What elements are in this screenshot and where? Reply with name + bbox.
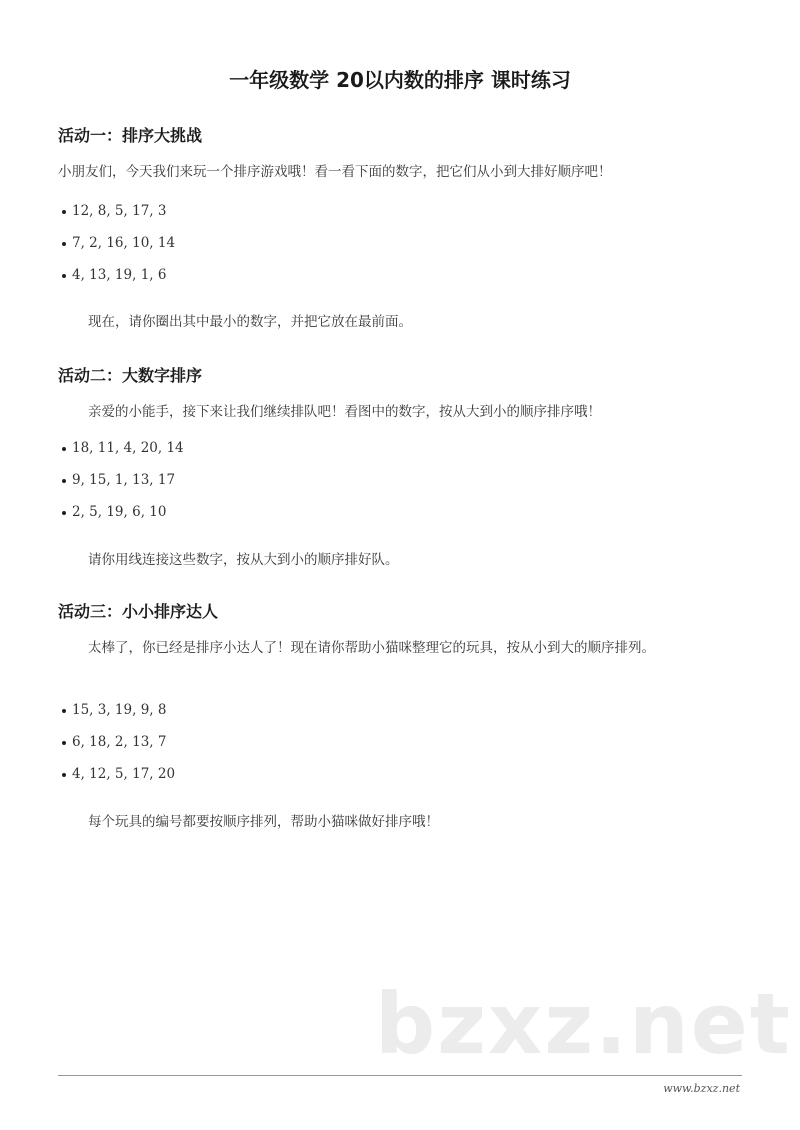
bullet-icon	[62, 773, 66, 777]
section-intro: 亲爱的小能手，接下来让我们继续排队吧！看图中的数字，按从大到小的顺序排序哦！	[88, 404, 601, 420]
bullet-icon	[62, 274, 66, 278]
list-item-text: 15, 3, 19, 9, 8	[72, 702, 167, 718]
list-item-text: 12, 8, 5, 17, 3	[72, 203, 167, 219]
bullet-icon	[62, 447, 66, 451]
list-item	[62, 734, 166, 750]
bullet-icon	[62, 511, 66, 515]
list-item	[62, 203, 166, 219]
bullet-icon	[62, 741, 66, 745]
footer-url: www.bzxz.net	[663, 1082, 740, 1095]
list-item	[62, 440, 184, 456]
section-outro: 每个玩具的编号都要按顺序排列，帮助小猫咪做好排序哦！	[88, 814, 439, 830]
list-item-text: 9, 15, 1, 13, 17	[72, 472, 176, 488]
section-heading: 活动一：排序大挑战	[58, 126, 203, 145]
list-item-text: 4, 13, 19, 1, 6	[72, 267, 167, 283]
list-item-text: 2, 5, 19, 6, 10	[72, 504, 167, 520]
section-outro: 请你用线连接这些数字，按从大到小的顺序排好队。	[88, 552, 399, 568]
bullet-icon	[62, 242, 66, 246]
section-heading: 活动三：小小排序达人	[58, 602, 219, 621]
page-title: 一年级数学 20以内数的排序 课时练习	[229, 68, 571, 92]
bullet-icon	[62, 210, 66, 214]
list-item	[62, 267, 166, 283]
list-item	[62, 235, 175, 251]
bullet-icon	[62, 709, 66, 713]
footer-divider	[58, 1075, 742, 1076]
list-item-text: 4, 12, 5, 17, 20	[72, 766, 176, 782]
list-item	[62, 702, 166, 718]
list-item	[62, 504, 166, 520]
list-item	[62, 472, 175, 488]
bullet-icon	[62, 479, 66, 483]
section-intro: 太棒了，你已经是排序小达人了！现在请你帮助小猫咪整理它的玩具，按从小到大的顺序排列。	[88, 640, 655, 656]
list-item	[62, 766, 175, 782]
section-intro: 小朋友们，今天我们来玩一个排序游戏哦！看一看下面的数字，把它们从小到大排好顺序吧！	[58, 164, 612, 180]
list-item-text: 18, 11, 4, 20, 14	[72, 440, 184, 456]
section-heading: 活动二：大数字排序	[58, 366, 203, 385]
section-outro: 现在，请你圈出其中最小的数字，并把它放在最前面。	[88, 314, 412, 330]
watermark: bzxz.net	[375, 975, 792, 1073]
list-item-text: 7, 2, 16, 10, 14	[72, 235, 176, 251]
list-item-text: 6, 18, 2, 13, 7	[72, 734, 167, 750]
